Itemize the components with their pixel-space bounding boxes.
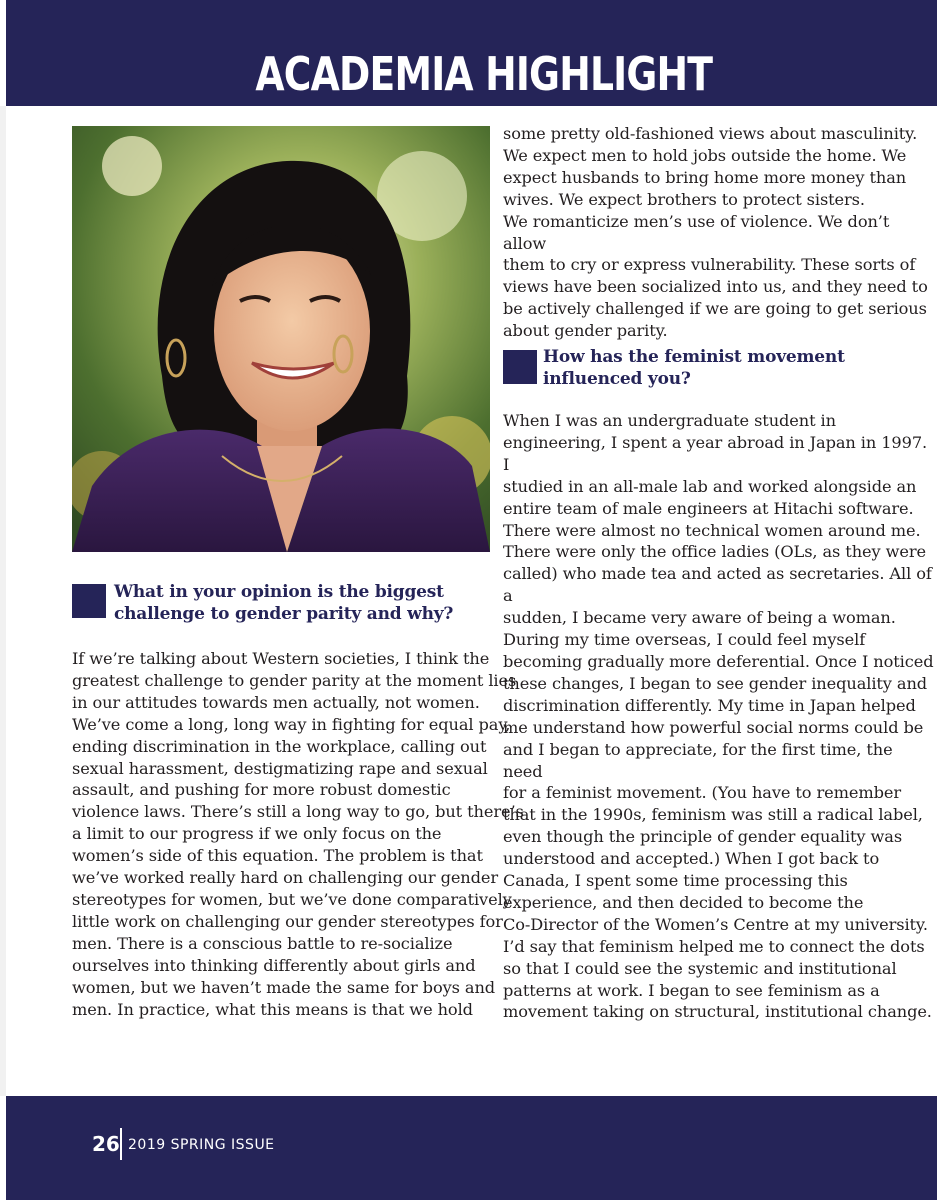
right-continued-text: some pretty old-fashioned views about masculinity. We expect men to hold jobs outside the home. We expect husbands to bring home more money than wives. We expect brothers to protect sisters. We romanticize men’s use of violence. We don’t allow them to cry or express vulnerability. These sorts of views have been socialized into us, and they need to be actively challenged if we are going to get serious about gender parity. [503,124,928,341]
page-title: ACADEMIA HIGHLIGHT [255,47,713,101]
page-edge [0,106,6,1096]
footer-divider [120,1128,122,1160]
issue-label: 2019 SPRING ISSUE [128,1137,275,1153]
portrait-illustration [72,126,490,552]
right-answer-text: When I was an undergraduate student in engineering, I spent a year abroad in Japan in 1997. I studied in an all-male lab and worked alongside an entire team of male engineers at Hitachi software. There were almost no technical women around me. There were only the office ladies (OLs, as they were called) who made tea and acted as secretaries. All of a sudden, I became very aware of being a woman. During my time overseas, I could feel myself becoming gradually more deferential. Once I noticed these changes, I began to see gender inequality and discrimination differently. My time in Japan helped me understand how powerful social norms could be and I began to appreciate, for the first time, the need for a feminist movement. (You have to remember that in the 1990s, feminism was still a radical label, even though the principle of gender equality was understood and accepted.) When I got back to Canada, I spent some time processing this experience, and then decided to become the Co-Director of the Women’s Centre at my university. I’d say that feminism helped me to connect the dots so that I could see the systemic and institutional patterns at work. I began to see feminism as a movement taking on structural, institutional change. [503,411,934,1022]
right-question: How has the feminist movement influenced you? [543,347,845,389]
portrait-photo [72,126,490,552]
left-question: What in your opinion is the biggest challenge to gender parity and why? [114,582,454,624]
question-marker [72,584,106,618]
question-marker [503,350,537,384]
page-number: 26 [92,1132,120,1156]
left-answer-text: If we’re talking about Western societies, I think the greatest challenge to gender parity at the moment lies in our attitudes towards men actually, not women. We’ve come a long, long way in fighting for equal pay, ending discrimination in the workplace, calling out sexual harassment, destigmatizing rape and sexual assault, and pushing for more robust domestic violence laws. There’s still a long way to go, but there’s a limit to our progress if we only focus on the women’s side of this equation. The problem is that we’ve worked really hard on challenging our gender stereotypes for women, but we’ve done comparatively little work on challenging our gender stereotypes for men. There is a conscious battle to re-socialize ourselves into thinking differently about girls and women, but we haven’t made the same for boys and men. In practice, what this means is that we hold [72,649,524,1019]
